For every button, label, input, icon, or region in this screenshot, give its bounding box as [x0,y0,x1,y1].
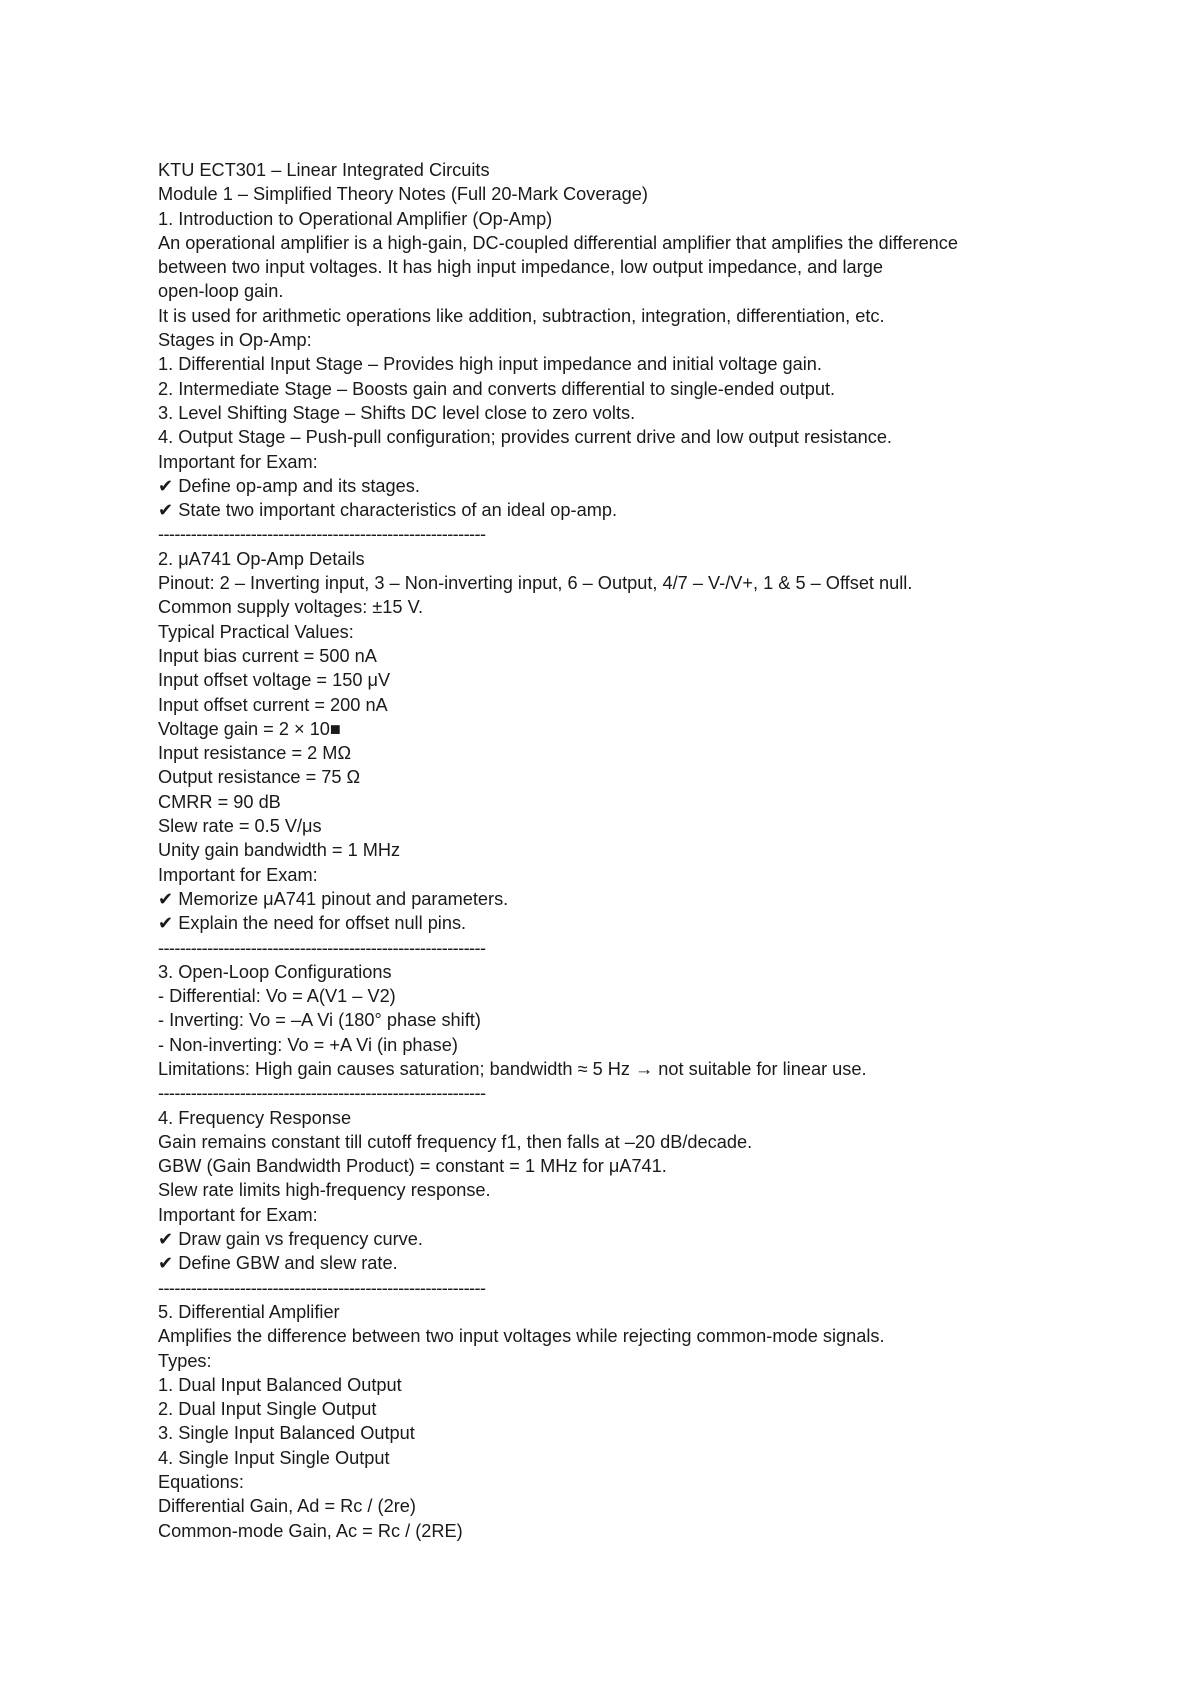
paragraph-line: Slew rate limits high-frequency response. [158,1180,491,1201]
section-divider: ------------------------------------------------------------ [158,524,486,545]
section-heading-opamp-intro: 1. Introduction to Operational Amplifier (Op-Amp) [158,208,553,229]
parameter-line: Slew rate = 0.5 V/μs [158,816,322,837]
list-item: 4. Single Input Single Output [158,1447,390,1468]
exam-note-heading: Important for Exam: [158,1204,318,1225]
paragraph-line: An operational amplifier is a high-gain, DC-coupled differential amplifier that amplifies the difference [158,232,959,253]
section-heading-differential-amplifier: 5. Differential Amplifier [158,1301,340,1322]
paragraph-line: Amplifies the difference between two input voltages while rejecting common-mode signals. [158,1326,885,1347]
parameter-line: Voltage gain = 2 × 10■ [158,718,341,739]
parameter-line: Input bias current = 500 nA [158,645,377,666]
parameter-line: Output resistance = 75 Ω [158,767,361,788]
subheading-typical-values: Typical Practical Values: [158,621,354,642]
section-divider: ------------------------------------------------------------ [158,1277,486,1298]
section-heading-frequency-response: 4. Frequency Response [158,1107,352,1128]
section-heading-ua741: 2. μA741 Op-Amp Details [158,548,365,569]
checklist-item: ✔ Memorize μA741 pinout and parameters. [158,888,509,909]
list-item: - Inverting: Vo = –A Vi (180° phase shift) [158,1010,481,1031]
list-item: 2. Intermediate Stage – Boosts gain and converts differential to single-ended output. [158,378,836,399]
list-item: - Non-inverting: Vo = +A Vi (in phase) [158,1034,458,1055]
list-item: - Differential: Vo = A(V1 – V2) [158,986,396,1007]
document-subtitle: Module 1 – Simplified Theory Notes (Full 20-Mark Coverage) [158,184,648,205]
section-divider: ------------------------------------------------------------ [158,937,486,958]
parameter-line: CMRR = 90 dB [158,791,281,812]
list-item: 4. Output Stage – Push-pull configuration; provides current drive and low output resistance. [158,427,892,448]
checklist-item: ✔ Define GBW and slew rate. [158,1253,398,1274]
checklist-item: ✔ Explain the need for offset null pins. [158,913,467,934]
paragraph-line: open-loop gain. [158,281,284,302]
document-body [158,158,1158,1543]
checklist-item: ✔ Draw gain vs frequency curve. [158,1229,423,1250]
section-divider: ------------------------------------------------------------ [158,1083,486,1104]
paragraph-line: Common supply voltages: ±15 V. [158,597,424,618]
list-item: 3. Level Shifting Stage – Shifts DC level close to zero volts. [158,402,636,423]
subheading-types: Types: [158,1350,212,1371]
parameter-line: Input offset current = 200 nA [158,694,388,715]
equation-line: Differential Gain, Ad = Rc / (2re) [158,1496,416,1517]
subheading-equations: Equations: [158,1472,244,1493]
list-item: 2. Dual Input Single Output [158,1399,377,1420]
paragraph-line: Pinout: 2 – Inverting input, 3 – Non-inverting input, 6 – Output, 4/7 – V-/V+, 1 & 5 – Offset null. [158,573,913,594]
checklist-item: ✔ Define op-amp and its stages. [158,475,420,496]
parameter-line: Input offset voltage = 150 μV [158,670,391,691]
parameter-line: Input resistance = 2 MΩ [158,743,352,764]
list-item: 1. Dual Input Balanced Output [158,1374,402,1395]
paragraph-line: Gain remains constant till cutoff frequency f1, then falls at –20 dB/decade. [158,1131,753,1152]
parameter-line: Unity gain bandwidth = 1 MHz [158,840,401,861]
paragraph-line: GBW (Gain Bandwidth Product) = constant = 1 MHz for μA741. [158,1156,667,1177]
paragraph-line: between two input voltages. It has high input impedance, low output impedance, and large [158,257,883,278]
list-item: 1. Differential Input Stage – Provides high input impedance and initial voltage gain. [158,354,822,375]
paragraph-line: Limitations: High gain causes saturation; bandwidth ≈ 5 Hz → not suitable for linear use. [158,1058,867,1079]
exam-note-heading: Important for Exam: [158,864,318,885]
list-item: 3. Single Input Balanced Output [158,1423,415,1444]
checklist-item: ✔ State two important characteristics of an ideal op-amp. [158,500,618,521]
equation-line: Common-mode Gain, Ac = Rc / (2RE) [158,1520,463,1541]
section-heading-open-loop: 3. Open-Loop Configurations [158,961,392,982]
document-title: KTU ECT301 – Linear Integrated Circuits [158,160,490,180]
paragraph-line: It is used for arithmetic operations like addition, subtraction, integration, differentiation, etc. [158,305,885,326]
subheading-stages: Stages in Op-Amp: [158,330,312,351]
exam-note-heading: Important for Exam: [158,451,318,472]
